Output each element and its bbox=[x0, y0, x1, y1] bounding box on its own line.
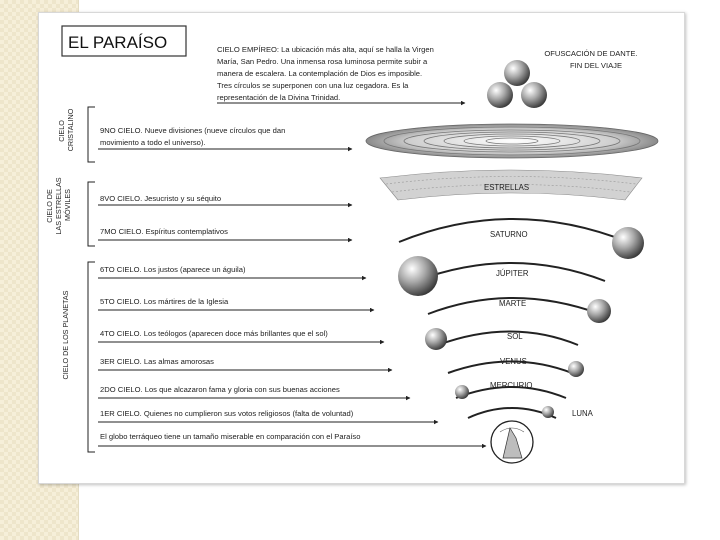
planet-sol bbox=[425, 328, 447, 350]
sphere-saturno-label: SATURNO bbox=[490, 230, 528, 239]
group-planetas-label: CIELO DE LOS PLANETAS bbox=[61, 290, 70, 380]
heaven-5 bbox=[98, 297, 374, 310]
sphere-estrellas-label: ESTRELLAS bbox=[484, 183, 530, 192]
sphere-sol-label: SOL bbox=[507, 332, 523, 341]
bracket-planetas bbox=[88, 262, 95, 452]
svg-text:5TO CIELO. Los mártires de la: 5TO CIELO. Los mártires de la Iglesia bbox=[100, 297, 229, 306]
svg-text:9NO CIELO. Nueve divisiones (n: 9NO CIELO. Nueve divisiones (nueve círculos que dan movimiento a todo el universo). bbox=[100, 126, 286, 147]
heaven-2 bbox=[98, 385, 410, 398]
svg-text:6TO CIELO. Los justos (aparece: 6TO CIELO. Los justos (aparece un águila) bbox=[100, 265, 246, 274]
empireo-description: CIELO EMPÍREO: La ubicación más alta, aquí se halla la Virgen María, San Pedro. Una inmensa rosa luminosa permite subir a manera de escalera. La contemplación de Dios es imposible. Tres círculos se superponen con una luz cegadora. Es la representación de la Divina Trinidad. bbox=[217, 45, 434, 102]
earth-globe bbox=[491, 421, 533, 463]
heaven-7 bbox=[98, 227, 352, 240]
group-cristalino-label: CIELO CRISTALINO bbox=[57, 108, 75, 152]
sphere-venus-label: VENUS bbox=[500, 357, 527, 366]
svg-text:4TO CIELO. Los teólogos (apare: 4TO CIELO. Los teólogos (aparecen doce más brillantes que el sol) bbox=[100, 329, 328, 338]
crystalline-sphere bbox=[366, 124, 658, 158]
planet-mercurio bbox=[455, 385, 469, 399]
trinity-circle-left bbox=[487, 82, 513, 108]
ofuscacion-label: OFUSCACIÓN DE DANTE. FIN DEL VIAJE bbox=[544, 49, 638, 70]
sphere-jupiter-label: JÚPITER bbox=[496, 269, 529, 278]
planet-jupiter bbox=[398, 256, 438, 296]
group-estrellas-label: CIELO DE LAS ESTRELLAS MÓVILES bbox=[45, 177, 72, 235]
planet-luna bbox=[542, 406, 554, 418]
svg-text:7MO CIELO. Espíritus contempla: 7MO CIELO. Espíritus contemplativos bbox=[100, 227, 228, 236]
page-title: EL PARAÍSO bbox=[68, 33, 168, 52]
heaven-9 bbox=[98, 126, 352, 149]
planet-venus bbox=[568, 361, 584, 377]
heaven-3 bbox=[98, 357, 392, 370]
heaven-8 bbox=[98, 194, 352, 205]
bracket-estrellas bbox=[88, 182, 95, 246]
svg-text:2DO CIELO. Los que alcazaron f: 2DO CIELO. Los que alcazaron fama y gloria con sus buenas acciones bbox=[100, 385, 340, 394]
svg-text:1ER CIELO. Quienes no cumplier: 1ER CIELO. Quienes no cumplieron sus votos religiosos (falta de voluntad) bbox=[100, 409, 354, 418]
bracket-cristalino bbox=[88, 107, 95, 162]
svg-text:8VO CIELO. Jesucristo y su séq: 8VO CIELO. Jesucristo y su séquito bbox=[100, 194, 222, 203]
svg-text:3ER CIELO. Las almas amorosas: 3ER CIELO. Las almas amorosas bbox=[100, 357, 214, 366]
planet-saturno bbox=[612, 227, 644, 259]
trinity-circle-right bbox=[521, 82, 547, 108]
heaven-1 bbox=[98, 409, 438, 422]
heaven-6 bbox=[98, 265, 366, 278]
trinity-circle-top bbox=[504, 60, 530, 86]
heaven-4 bbox=[98, 329, 384, 342]
sphere-luna-label: LUNA bbox=[572, 409, 593, 418]
sphere-marte-label: MARTE bbox=[499, 299, 527, 308]
earth-statement bbox=[98, 432, 486, 446]
planet-marte bbox=[587, 299, 611, 323]
svg-text:El globo terráqueo tiene un ta: El globo terráqueo tiene un tamaño miserable en comparación con el Paraíso bbox=[100, 432, 361, 441]
sphere-mercurio-label: MERCURIO bbox=[490, 381, 533, 390]
